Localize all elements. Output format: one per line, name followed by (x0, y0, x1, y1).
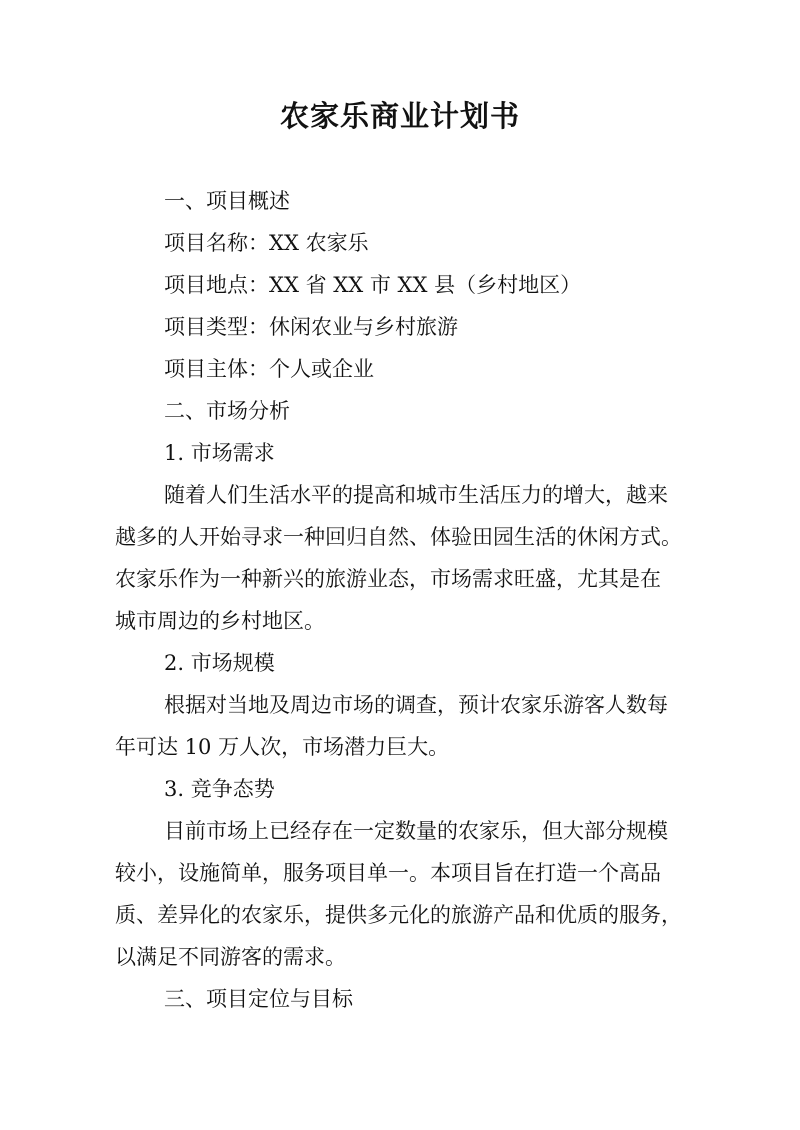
project-location: 项目地点：XX 省 XX 市 XX 县（乡村地区） (164, 273, 582, 297)
project-subject: 项目主体：个人或企业 (164, 357, 374, 381)
subheading-competition: 3. 竞争态势 (164, 777, 275, 801)
section-heading-positioning: 三、项目定位与目标 (164, 987, 353, 1011)
subheading-scale: 2. 市场规模 (164, 651, 275, 675)
paragraph-line: 农家乐作为一种新兴的旅游业态，市场需求旺盛，尤其是在 (115, 567, 661, 591)
subheading-demand: 1. 市场需求 (164, 441, 275, 465)
project-type: 项目类型：休闲农业与乡村旅游 (164, 315, 458, 339)
paragraph-line: 越多的人开始寻求一种回归自然、体验田园生活的休闲方式。 (115, 525, 682, 549)
paragraph-line: 年可达 10 万人次，市场潜力巨大。 (115, 735, 450, 759)
paragraph-line: 目前市场上已经存在一定数量的农家乐，但大部分规模 (164, 819, 668, 843)
paragraph-line: 随着人们生活水平的提高和城市生活压力的增大，越来 (164, 483, 668, 507)
paragraph-line: 以满足不同游客的需求。 (115, 945, 346, 969)
paragraph-line: 较小，设施简单，服务项目单一。本项目旨在打造一个高品 (115, 861, 661, 885)
section-heading-market: 二、市场分析 (164, 399, 290, 423)
paragraph-line: 根据对当地及周边市场的调查，预计农家乐游客人数每 (164, 693, 668, 717)
paragraph-line: 质、差异化的农家乐，提供多元化的旅游产品和优质的服务， (115, 903, 682, 927)
document-title: 农家乐商业计划书 (279, 99, 520, 133)
paragraph-line: 城市周边的乡村地区。 (115, 609, 325, 633)
section-heading-overview: 一、项目概述 (164, 189, 290, 213)
project-name: 项目名称：XX 农家乐 (164, 231, 369, 255)
